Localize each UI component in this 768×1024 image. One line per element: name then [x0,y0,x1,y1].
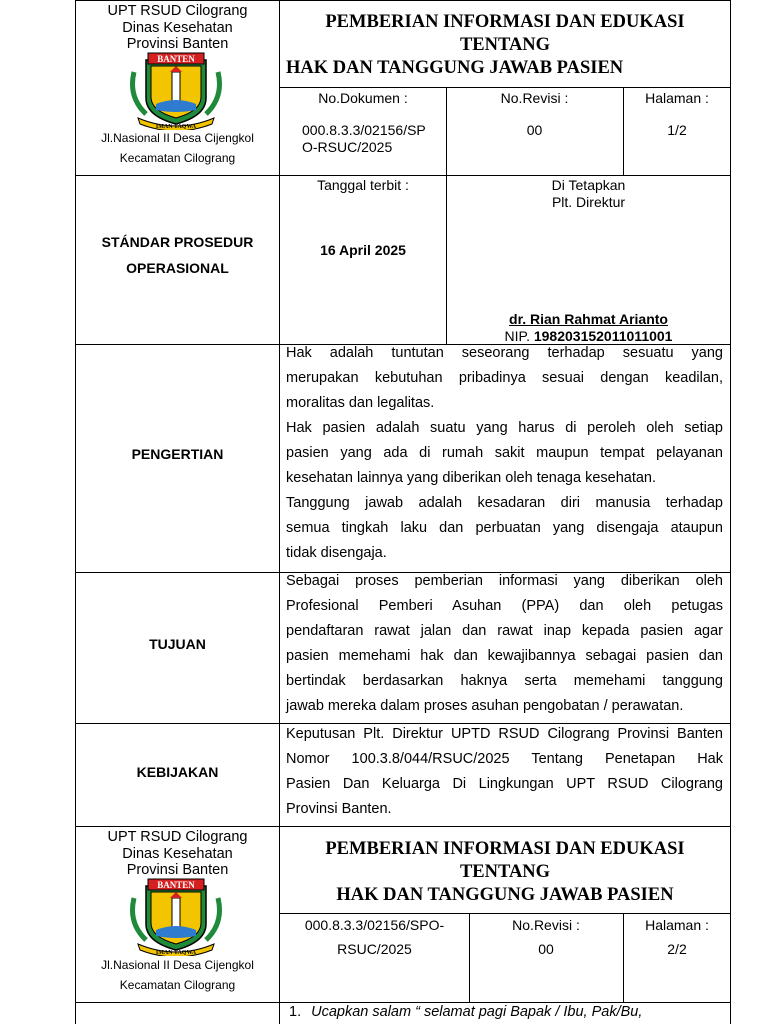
pengertian-label: PENGERTIAN [131,446,224,462]
p2-address-block [76,955,279,995]
sop-label-line-1: STÁNDAR PROSEDUR [101,234,254,250]
p2-title-line-2: TENTANG [459,862,551,882]
title-bottom-line [279,87,731,88]
kebijakan-line: Pasien Dan Keluarga Di Lingkungan UPT RSUD Cilograng [286,776,723,792]
step-text: Ucapkan salam “ selamat pagi Bapak / Ibu, Pak/Bu, [311,1004,643,1020]
nip-value: 198203152011011001 [533,328,673,344]
p2-address-district: Kecamatan Cilograng [119,978,236,992]
tujuan-line: Profesional Pemberi Asuhan (PPA) dan oleh petugas [286,598,723,614]
kebijakan-label: KEBIJAKAN [136,764,219,780]
pengertian-line: moralitas dan legalitas. [286,395,435,411]
pengertian-line: Tanggung jawab adalah kesadaran diri manusia terhadap [286,495,723,511]
kebijakan-line: Nomor 100.3.8/044/RSUC/2025 Tentang Penetapan Hak [286,751,723,767]
p2-title-line-3: HAK DAN TANGGUNG JAWAB PASIEN [336,885,674,905]
kebijakan-line: Provinsi Banten. [286,801,392,817]
p2-address-street: Jl.Nasional II Desa Cijengkol [101,958,254,972]
title-line-3: HAK DAN TANGGUNG JAWAB PASIEN [286,58,624,78]
org-department: Dinas Kesehatan [122,19,233,36]
logo-motto-text: IMAN TAQWA [155,124,197,130]
approval-line-2: Plt. Direktur [551,194,626,210]
approval-block [447,177,730,211]
kebijakan-line: Keputusan Plt. Direktur UPTD RSUD Cilograng Provinsi Banten [286,726,723,742]
p2-doc-number-line-2: RSUC/2025 [337,941,412,957]
kebijakan-bottom-line [75,826,731,827]
tujuan-line: pasien memehami hak dan kewajibannya sebagai pasien dan [286,648,723,664]
address-district: Kecamatan Cilograng [119,151,236,165]
p2-revision [470,913,622,961]
document-title [281,11,729,80]
pengertian-line: tidak disengaja. [286,545,387,561]
p2-page-label: Halaman : [645,917,709,933]
revision-label: No.Revisi : [500,90,569,106]
org-name: UPT RSUD Cilograng [107,3,248,19]
tujuan-line: jawab mereka dalam proses asuhan pengobatan / perawatan. [286,698,684,714]
tujuan-text [286,569,723,719]
table-right-border [730,0,731,1024]
p2-revision-value: 00 [538,941,554,957]
revision-value: 00 [526,122,543,138]
top-border [75,0,731,1]
kebijakan-text [286,722,723,822]
p2-doc-number [281,913,468,961]
doc-number-value [302,122,444,156]
tujuan-label: TUJUAN [149,636,206,652]
doc-number-label: No.Dokumen : [318,90,408,106]
p2-page-value: 2/2 [667,941,687,957]
org-province: Provinsi Banten [126,36,229,52]
banten-logo [126,52,226,130]
sop-label-line-2: OPERASIONAL [126,260,229,276]
approval-line-1: Di Tetapkan [551,177,626,193]
doc-number-line-2: O-RSUC/2025 [302,139,393,155]
pengertian-line: pasien yang ada di rumah sakit maupun tempat pelayanan [286,445,723,461]
address-block [76,128,279,168]
address-street: Jl.Nasional II Desa Cijengkol [101,131,254,145]
logo-banner-text: BANTEN [157,54,195,64]
tujuan-line: bertindak berdasarkan haknya serta memehami tanggung [286,673,723,689]
title-line-1: PEMBERIAN INFORMASI DAN EDUKASI [325,12,685,32]
p2-banten-logo [126,878,226,956]
header-bottom-line [75,175,731,176]
step-number: 1. [289,1004,302,1020]
pengertian-line: Hak pasien adalah suatu yang harus di peroleh oleh setiap [286,420,723,436]
p2-org-name: UPT RSUD Cilograng [107,829,248,845]
label-column-divider [279,0,280,1024]
p2-doc-number-line-1: 000.8.3.3/02156/SPO- [304,917,445,933]
pengertian-line: Hak adalah tuntutan seseorang terhadap sesuatu yang [286,345,723,361]
p2-document-title [281,838,729,907]
p2-revision-label: No.Revisi : [512,917,580,933]
p2-page [624,913,730,961]
p2-org-block [76,829,279,879]
page-value: 1/2 [667,122,687,138]
p2-logo-motto-text: IMAN TAQWA [155,950,197,956]
pengertian-line: semua tingkah laku dan perbuatan yang disengaja ataupun [286,520,723,536]
pengertian-line: merupakan kebutuhan pribadinya sesuai dengan keadilan, [286,370,723,386]
p2-logo-banner-text: BANTEN [157,880,195,890]
p2-title-line-1: PEMBERIAN INFORMASI DAN EDUKASI [325,839,685,859]
director-name: dr. Rian Rahmat Arianto [509,311,668,327]
p2-org-province: Provinsi Banten [126,862,229,878]
doc-number-line-1: 000.8.3.3/02156/SP [302,122,426,138]
procedure-step-1 [289,1002,726,1022]
page-label: Halaman : [645,90,709,106]
pengertian-text [286,341,723,566]
tujuan-line: pendaftaran rawat jalan dan rawat inap kepada pasien agar [286,623,723,639]
title-line-2: TENTANG [459,35,551,55]
org-block [76,3,279,53]
p2-org-department: Dinas Kesehatan [122,845,233,862]
signatory-block [447,311,730,345]
issue-date-value: 16 April 2025 [320,242,406,258]
issue-date-label: Tanggal terbit : [317,177,409,193]
pengertian-line: kesehatan lainnya yang diberikan oleh tenaga kesehatan. [286,470,657,486]
sop-label [76,229,279,281]
nip-label: NIP. [504,328,530,344]
tujuan-line: Sebagai proses pemberian informasi yang diberikan oleh [286,573,723,589]
